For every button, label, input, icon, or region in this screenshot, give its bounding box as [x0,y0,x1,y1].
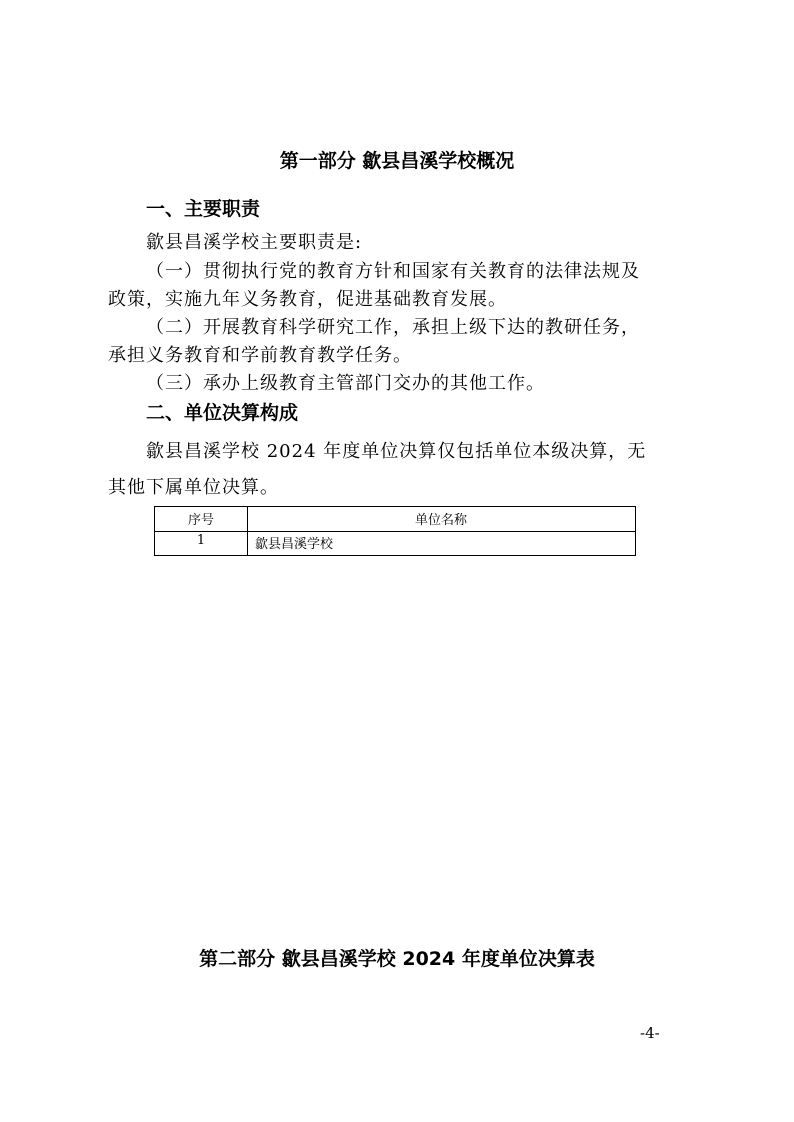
table-column-divider [247,507,248,555]
part1-title: 第一部分 歙县昌溪学校概况 [279,150,515,172]
cell-unit-name: 歙县昌溪学校 [255,537,334,552]
section1-heading: 一、主要职责 [146,198,261,220]
section2-paragraph-line-1: 歙县昌溪学校 2024 年度单位决算仅包括单位本级决算，无 [146,441,647,462]
duty-item-2-line-2: 承担义务教育和学前教育教学任务。 [108,345,412,366]
table-header-row [155,507,635,532]
header-cell-index: 序号 [187,513,214,528]
table-row [155,531,635,555]
unit-table [154,506,636,556]
part2-title: 第二部分 歙县昌溪学校 2024 年度单位决算表 [199,948,595,970]
duty-item-3-line-1: （三）承办上级教育主管部门交办的其他工作。 [146,373,545,394]
duty-item-1-line-2: 政策，实施九年义务教育，促进基础教育发展。 [108,289,507,310]
duty-item-2-line-1: （二）开展教育科学研究工作，承担上级下达的教研任务， [146,317,640,338]
cell-index: 1 [196,533,206,548]
duty-item-1-line-1: （一）贯彻执行党的教育方针和国家有关教育的法律法规及 [146,261,640,282]
header-cell-unit-name: 单位名称 [414,513,467,528]
section1-intro: 歙县昌溪学校主要职责是: [146,232,363,253]
section2-heading: 二、单位决算构成 [146,402,299,424]
page-number: -4- [640,1024,660,1042]
section2-paragraph-line-2: 其他下属单位决算。 [108,477,279,498]
